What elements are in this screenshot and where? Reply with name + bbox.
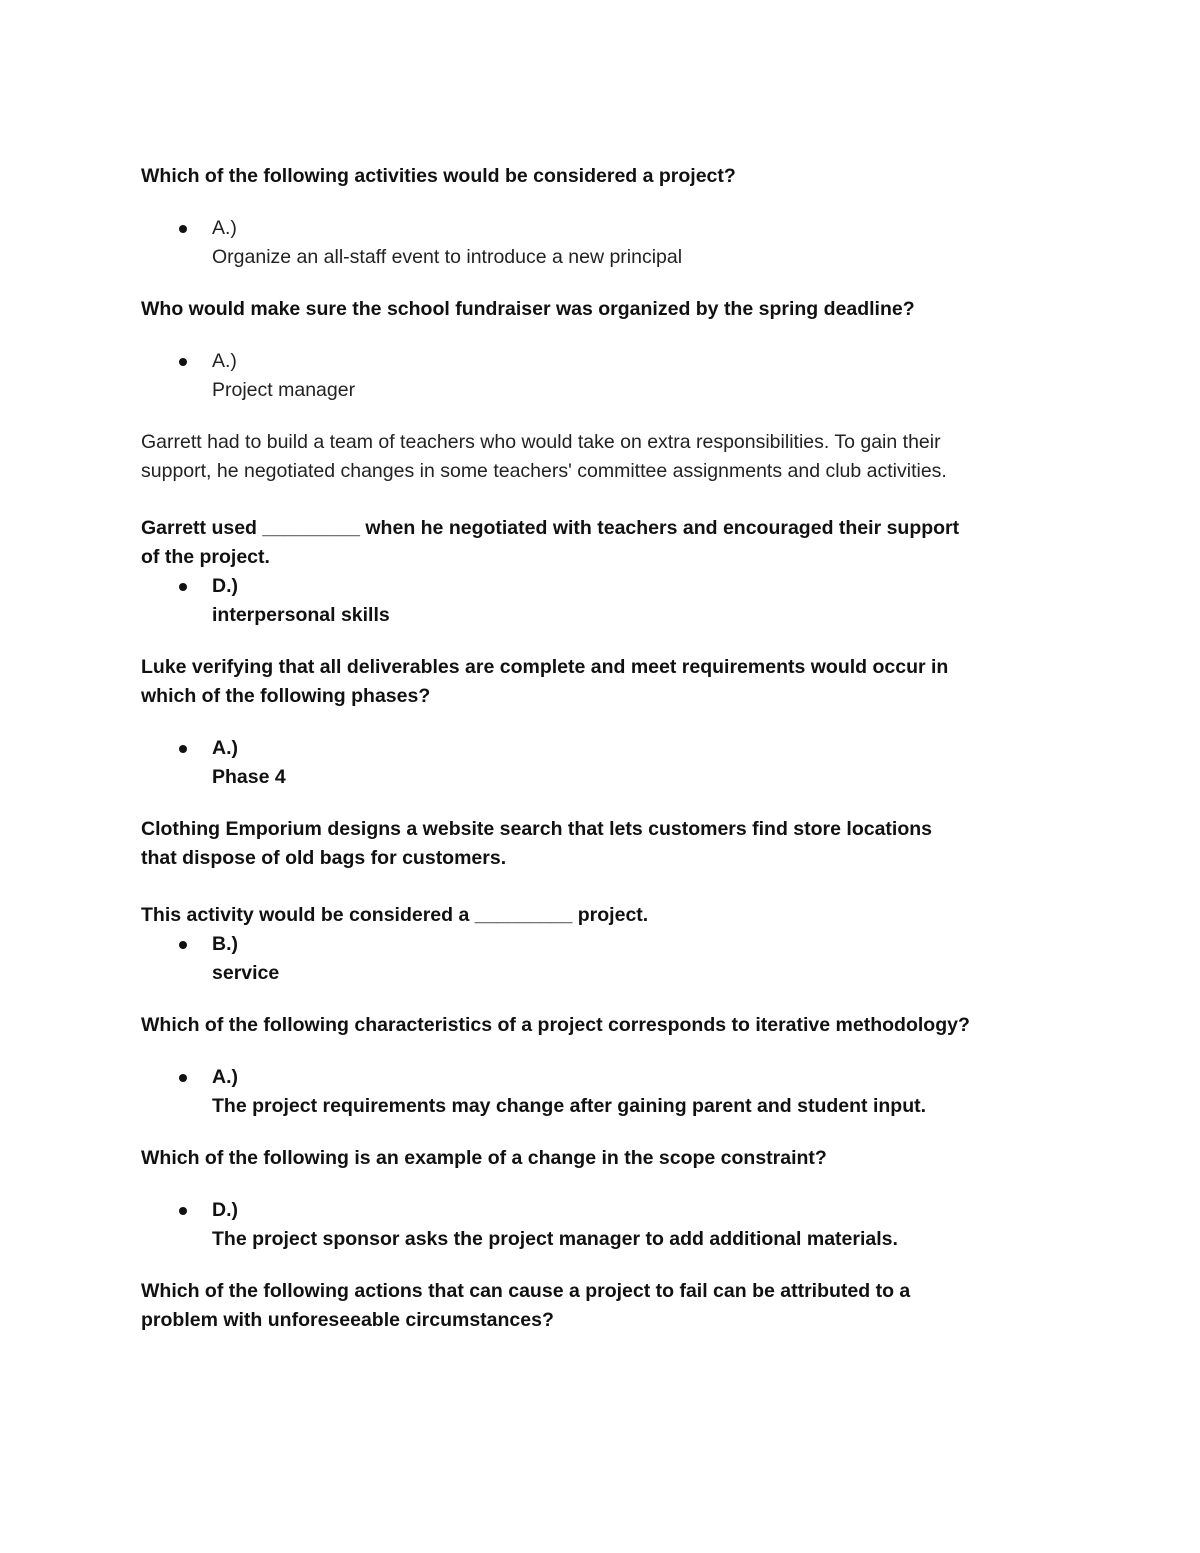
question-5: This activity would be considered a _________ project.	[141, 904, 649, 926]
answer-7	[141, 1196, 1076, 1254]
bullet-icon	[179, 941, 187, 949]
answer-letter: A.)	[212, 1066, 238, 1088]
question-6: Which of the following characteristics of a project corresponds to iterative methodology?	[141, 1014, 970, 1036]
answer-3	[141, 572, 1076, 630]
bullet-icon	[179, 583, 187, 591]
answer-text: service	[212, 962, 280, 984]
question-line: of the project.	[141, 546, 270, 568]
context-line: support, he negotiated changes in some teachers' committee assignments and club activities.	[141, 460, 947, 482]
context-paragraph-1	[141, 428, 1076, 486]
answer-4	[141, 734, 1076, 792]
answer-2	[141, 347, 1076, 405]
question-line: Which of the following actions that can cause a project to fail can be attributed to a	[141, 1280, 911, 1302]
question-line: problem with unforeseeable circumstances?	[141, 1309, 554, 1331]
answer-letter: A.)	[212, 350, 237, 372]
bullet-icon	[179, 1207, 187, 1215]
answer-text: Organize an all-staff event to introduce a new principal	[212, 246, 683, 268]
bullet-icon	[179, 225, 187, 233]
context-line: Garrett had to build a team of teachers who would take on extra responsibilities. To gain their	[141, 431, 941, 453]
question-line: Garrett used _________ when he negotiated with teachers and encouraged their support	[141, 517, 960, 539]
question-4	[141, 653, 1076, 711]
answer-text: The project requirements may change after gaining parent and student input.	[212, 1095, 927, 1117]
question-line: Luke verifying that all deliverables are complete and meet requirements would occur in	[141, 656, 949, 678]
answer-text: interpersonal skills	[212, 604, 390, 626]
question-3	[141, 514, 1076, 572]
question-2: Who would make sure the school fundraiser was organized by the spring deadline?	[141, 298, 915, 320]
answer-letter: D.)	[212, 1199, 238, 1221]
question-5-context	[141, 815, 1076, 873]
answer-letter: D.)	[212, 575, 238, 597]
context-line: Clothing Emporium designs a website search that lets customers find store locations	[141, 818, 932, 840]
answer-6	[141, 1063, 1076, 1121]
document-page	[141, 162, 1076, 1335]
bullet-icon	[179, 358, 187, 366]
question-line: which of the following phases?	[141, 685, 431, 707]
question-1: Which of the following activities would be considered a project?	[141, 165, 736, 187]
answer-5	[141, 930, 1076, 988]
answer-text: The project sponsor asks the project manager to add additional materials.	[212, 1228, 898, 1250]
answer-text: Project manager	[212, 379, 356, 401]
answer-letter: A.)	[212, 217, 237, 239]
context-line: that dispose of old bags for customers.	[141, 847, 507, 869]
answer-1	[141, 214, 1076, 272]
bullet-icon	[179, 1074, 187, 1082]
answer-letter: A.)	[212, 737, 238, 759]
bullet-icon	[179, 745, 187, 753]
question-7: Which of the following is an example of a change in the scope constraint?	[141, 1147, 827, 1169]
answer-letter: B.)	[212, 933, 238, 955]
answer-text: Phase 4	[212, 766, 286, 788]
question-8	[141, 1277, 1076, 1335]
